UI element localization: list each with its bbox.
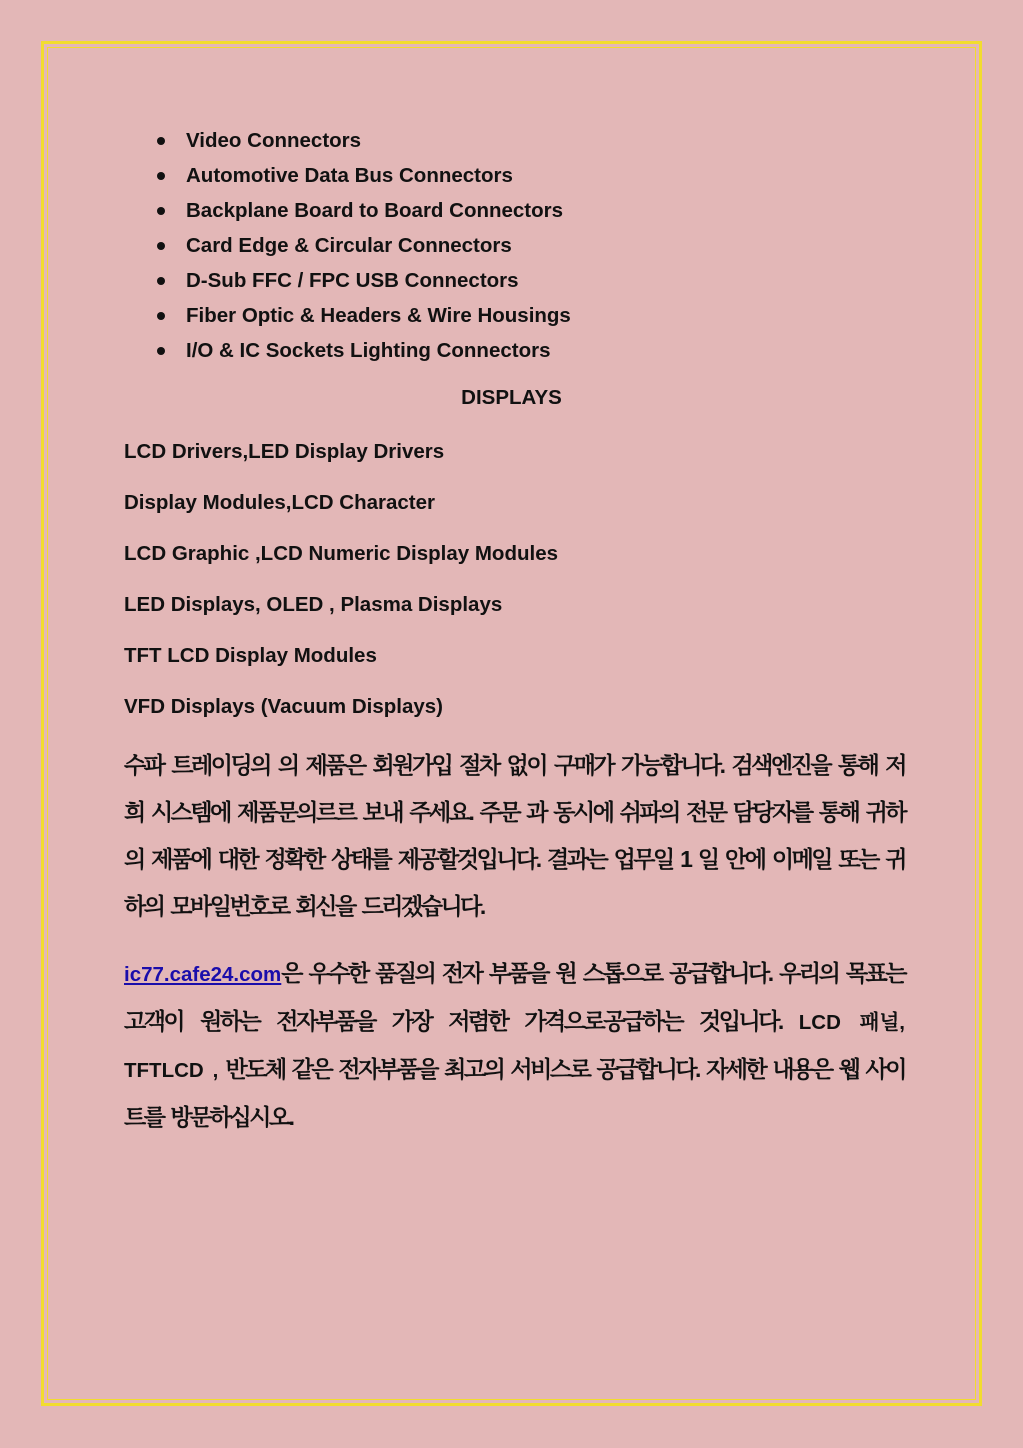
- company-paragraph: [124, 950, 905, 1141]
- displays-heading: DISPLAYS: [461, 386, 562, 409]
- display-item: LCD Graphic ,LCD Numeric Display Modules: [124, 542, 558, 565]
- company-text-a: 은 우수한 품질의 전자 부품을 원 스톱으로 공급합니다. 우리의 목표는 고객이 원하는 전자부품을 가장 저렴한 가격으로공급하는 것입니다.: [124, 960, 905, 1034]
- list-item: I/O & IC Sockets Lighting Connectors: [156, 334, 571, 369]
- bullet-icon: [157, 312, 165, 320]
- list-item: Video Connectors: [156, 124, 571, 159]
- display-item: Display Modules,LCD Character: [124, 491, 435, 514]
- display-item: VFD Displays (Vacuum Displays): [124, 695, 444, 718]
- display-item: TFT LCD Display Modules: [124, 644, 377, 667]
- bullet-icon: [157, 242, 165, 250]
- list-item: D-Sub FFC / FPC USB Connectors: [156, 264, 571, 299]
- bullet-icon: [157, 137, 165, 145]
- bullet-icon: [157, 347, 165, 355]
- list-item: Card Edge & Circular Connectors: [156, 229, 571, 264]
- connector-list: [156, 124, 571, 369]
- list-item: Automotive Data Bus Connectors: [156, 159, 571, 194]
- display-item: LCD Drivers,LED Display Drivers: [124, 440, 445, 463]
- bullet-icon: [157, 207, 165, 215]
- display-item: LED Displays, OLED , Plasma Displays: [124, 593, 503, 616]
- website-link[interactable]: ic77.cafe24.com: [124, 963, 282, 986]
- company-text-b: 반도체 같은 전자부품을 최고의 서비스로 공급합니다. 자세한 내용은 웹 사이트를 방문하십시오.: [124, 1056, 905, 1130]
- company-text-latin: LCD 패널, TFTLCD ,: [124, 1011, 905, 1082]
- ordering-paragraph: 수파 트레이딩의 의 제품은 회원가입 절차 없이 구매가 가능합니다. 검색엔진을 통해 저희 시스템에 제품문의르르 보내 주세요. 주문 과 동시에 쉬파의 전문 담당자를 통해 귀하의 제품에 대한 정확한 상태를 제공할것입니다. 결과는 업무일 1 일 안에 이메일 또는 귀하의 모바일번호로 회신을 드리겠습니다.: [124, 752, 905, 919]
- list-item: Fiber Optic & Headers & Wire Housings: [156, 299, 571, 334]
- bullet-icon: [157, 172, 165, 180]
- bullet-icon: [157, 277, 165, 285]
- list-item: Backplane Board to Board Connectors: [156, 194, 571, 229]
- displays-list: [124, 437, 558, 743]
